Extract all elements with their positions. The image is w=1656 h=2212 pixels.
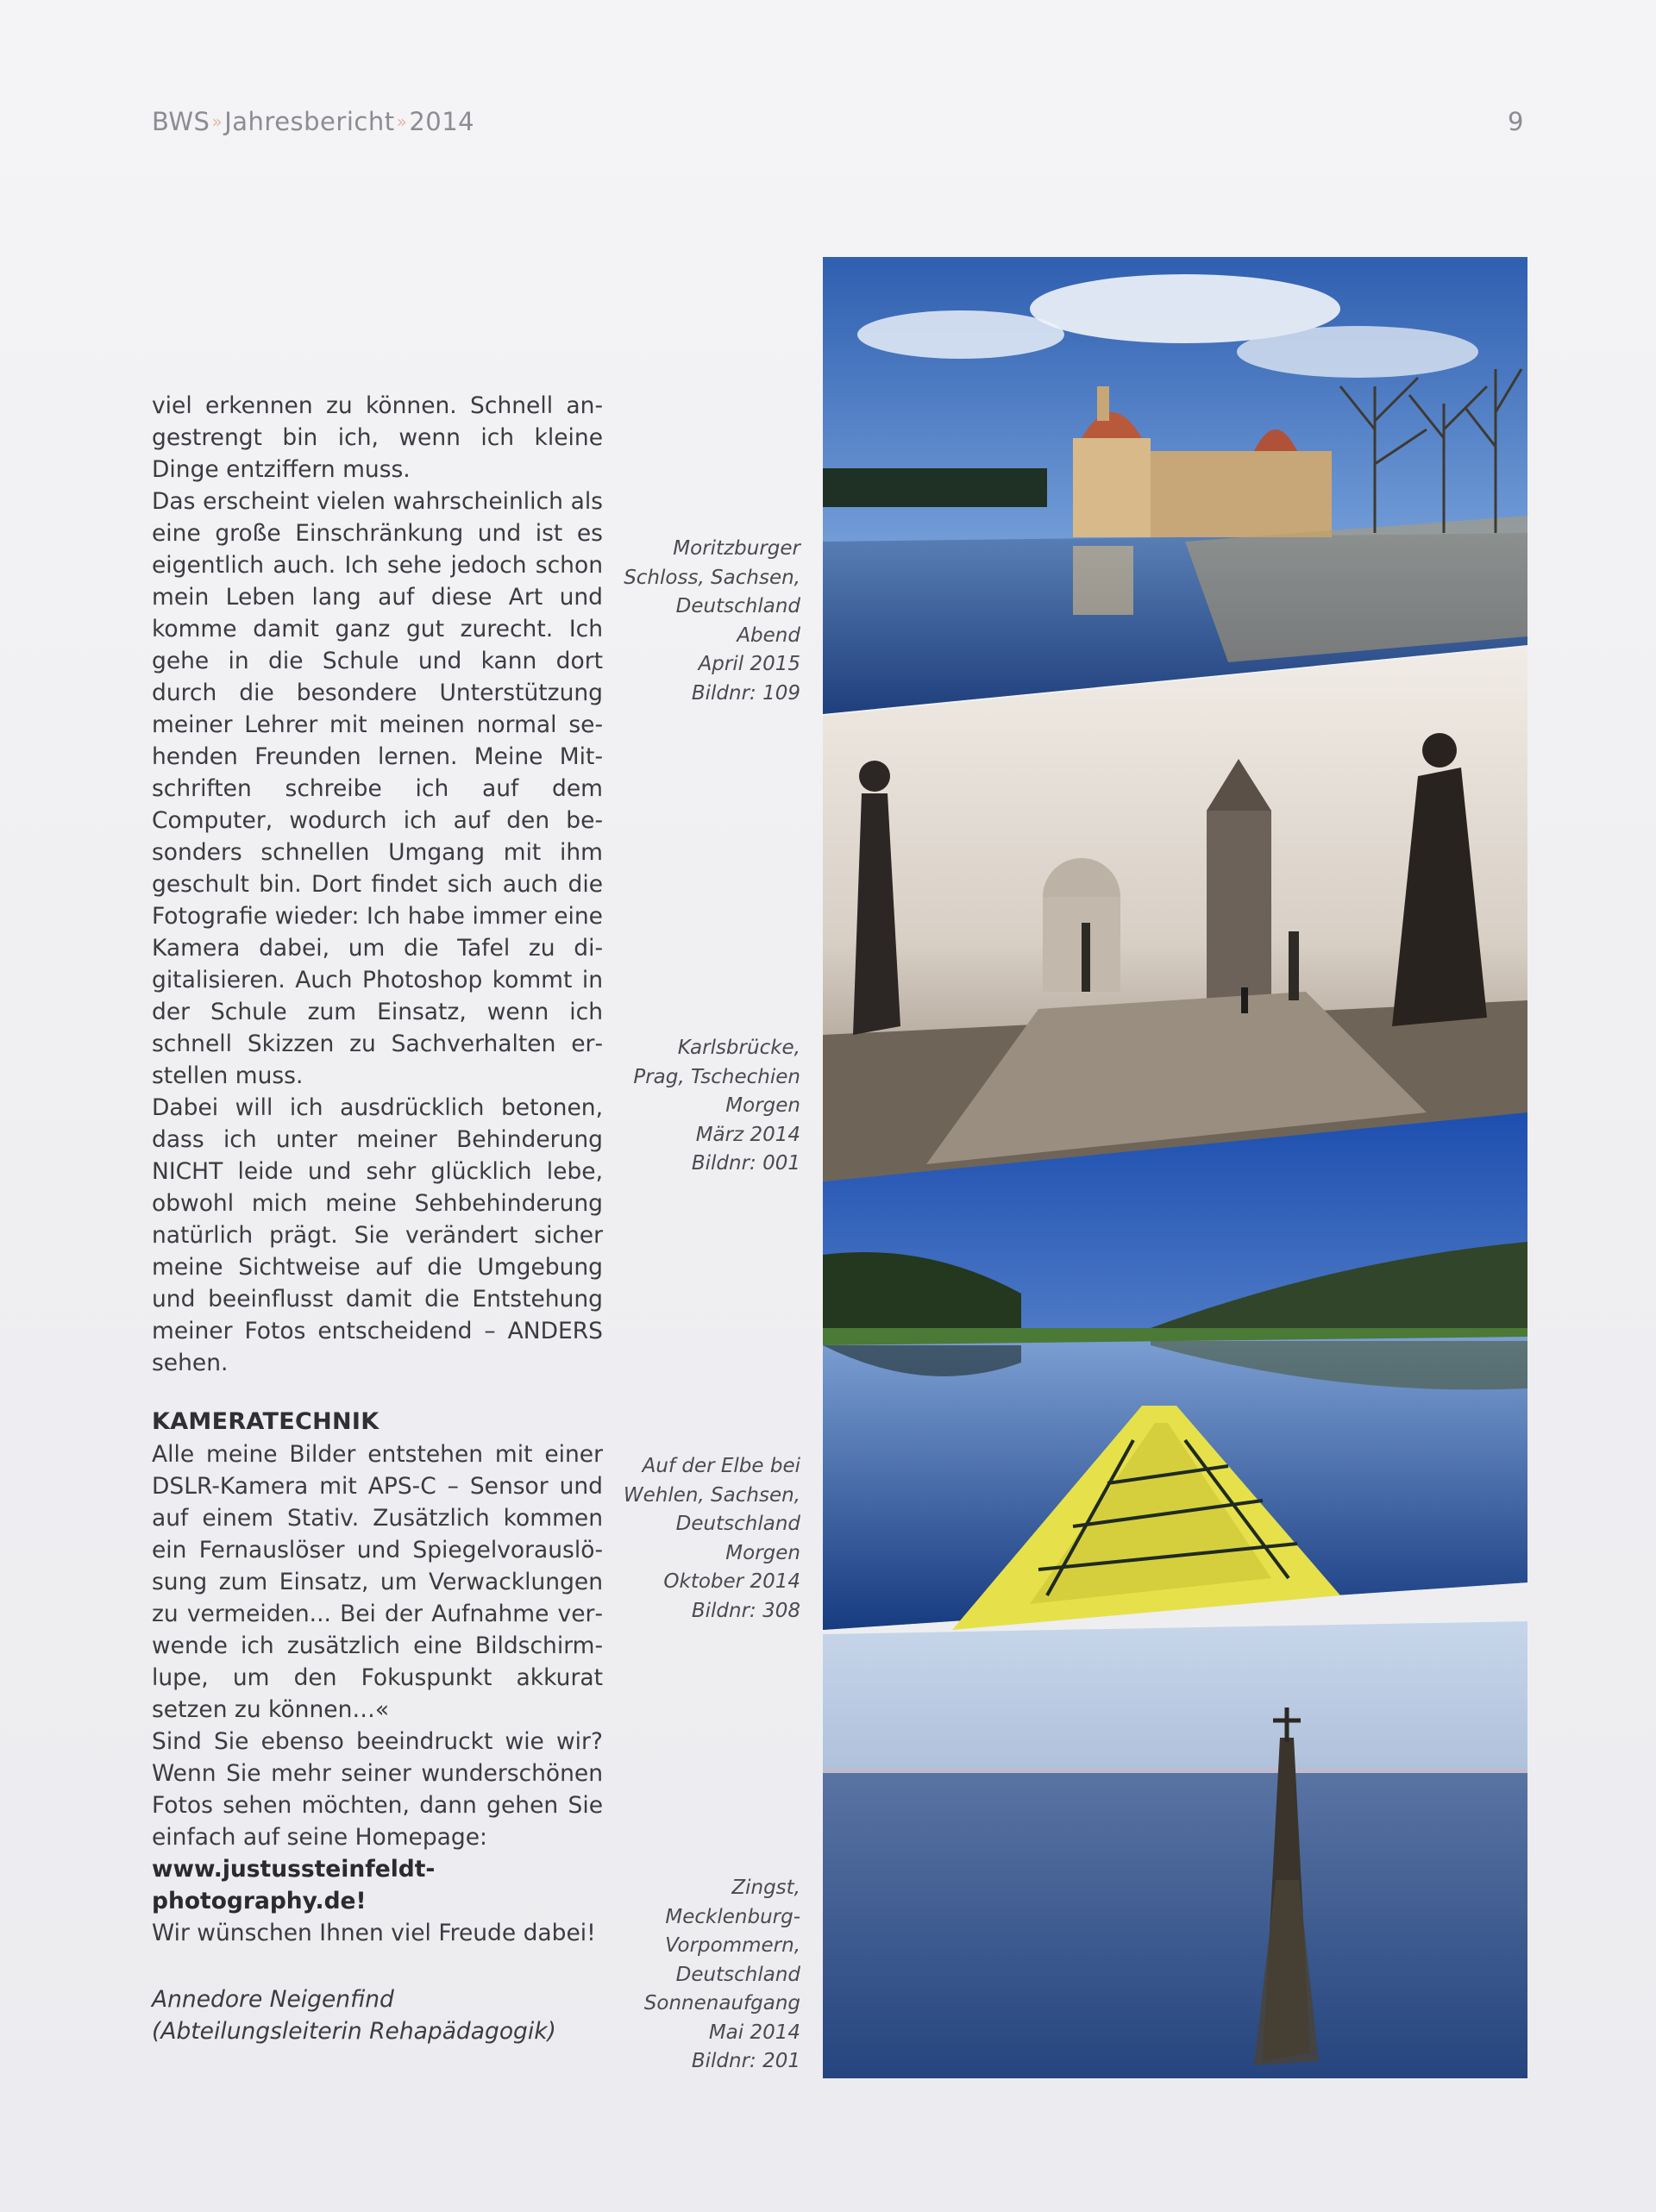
photo-karlsbruecke (823, 647, 1527, 1181)
header-title: Jahresbericht (224, 107, 395, 136)
caption-line: Wehlen, Sachsen, (623, 1483, 800, 1507)
section-heading: KAMERATECHNIK (152, 1408, 380, 1435)
caption-line: Oktober 2014 (663, 1570, 800, 1593)
article-paragraph: Das erscheint vielen wahrscheinlich als eine große Einschränkung und ist es eigentlich auch. Ich sehe jedoch schon mein Leben lang auf diese Art und komme damit ganz gut zurecht. Ich gehe in die Schule und kann dort durch die besondere Unterstützung meiner Lehrer mit meinen normal sehenden Freunden lernen. Meine Mitschriften schreibe ich auf dem Computer, wodurch ich auf den besonders schnellen Umgang mit ihm geschult bin. Dort findet sich auch die Fotografie wieder: Ich habe immer eine Kamera dabei, um die Tafel zu digitalisieren. Auch Photoshop kommt in der Schule zum Einsatz, wenn ich schnell Skizzen zu Sachverhalten erstellen muss. (152, 488, 603, 1089)
author-role: (Abteilungsleiterin Rehapädagogik) (152, 2018, 556, 2045)
caption-line: Bildnr: 001 (691, 1152, 800, 1175)
caption-line: Vorpommern, (665, 1934, 800, 1957)
caption-line: Deutschland (675, 1513, 800, 1535)
caption-line: Sonnenaufgang (643, 1992, 800, 2015)
caption-line: Karlsbrücke, (677, 1037, 800, 1059)
caption-line: Deutschland (675, 1963, 800, 1986)
moritzburg-image (823, 257, 1527, 714)
author-name: Annedore Neigenfind (152, 1986, 394, 2013)
caption-line: Schloss, Sachsen, (624, 566, 800, 589)
caption-elbe (576, 1452, 800, 1626)
caption-line: Auf der Elbe bei (642, 1455, 800, 1477)
photo-moritzburg (823, 257, 1527, 714)
homepage-link[interactable]: www.justussteinfeldt-photography.de! (152, 1856, 436, 1914)
caption-karlsbruecke (576, 1034, 800, 1179)
caption-line: Morgen (725, 1094, 800, 1117)
article-paragraph: viel erkennen zu können. Schnell angestrengt bin ich, wenn ich kleine Dinge entziffern muss. (152, 392, 603, 483)
caption-line: Abend (737, 623, 800, 647)
caption-line: Bildnr: 201 (691, 2050, 800, 2072)
closing-line: Wir wünschen Ihnen viel Freude dabei! (152, 1920, 596, 1946)
caption-line: Mai 2014 (708, 2021, 800, 2044)
caption-line: Zingst, (731, 1877, 800, 1899)
caption-line: Mecklenburg- (665, 1905, 800, 1928)
caption-line: Moritzburger (673, 537, 800, 560)
article-paragraph: Dabei will ich ausdrücklich betonen, dass ich unter meiner Behinderung NICHT leide und sehr glücklich lebe, obwohl mich meine Sehbehinderung natürlich prägt. Sie verändert sicher meine Sichtweise auf die Umgebung und beeinflusst damit die Entstehung meiner Fotos entscheidend – ANDERS sehen. (152, 1094, 603, 1376)
photo-elbe (823, 1112, 1527, 1630)
article-paragraph: Sind Sie ebenso beeindruckt wie wir? Wenn Sie mehr seiner wunderschönen Fotos sehen möchten, dann gehen Sie einfach auf seine Homepage: (152, 1728, 603, 1851)
elbe-image (823, 1112, 1527, 1630)
caption-line: Bildnr: 308 (691, 1599, 800, 1622)
zingst-image (823, 1621, 1527, 2078)
caption-zingst (576, 1874, 800, 2077)
photo-zingst (823, 1621, 1527, 2078)
caption-line: April 2015 (698, 653, 800, 675)
header-separator: » (211, 111, 223, 132)
article-body (152, 390, 603, 2047)
caption-line: Morgen (725, 1541, 800, 1564)
article-paragraph: Alle meine Bilder entstehen mit einer DSLR-Kamera mit APS-C – Sensor und auf einem Stativ. Zusätzlich kommen ein Fernauslöser und Spiegelvorauslösung zum Einsatz, um Verwacklungen zu vermeiden... Bei der Aufnahme verwende ich zusätzlich eine Bildschirmlupe, um den Fokuspunkt akkurat setzen zu können…« (152, 1441, 603, 1723)
caption-line: Deutschland (675, 595, 800, 617)
karlsbruecke-image (823, 647, 1527, 1181)
page-number: 9 (1508, 107, 1524, 136)
header-year: 2014 (409, 107, 475, 136)
caption-line: Prag, Tschechien (633, 1065, 800, 1088)
running-header (152, 107, 474, 136)
header-brand: BWS (152, 107, 210, 136)
caption-moritzburg (576, 535, 800, 708)
header-separator: » (396, 111, 408, 132)
caption-line: März 2014 (695, 1123, 800, 1146)
caption-line: Bildnr: 109 (691, 681, 800, 705)
